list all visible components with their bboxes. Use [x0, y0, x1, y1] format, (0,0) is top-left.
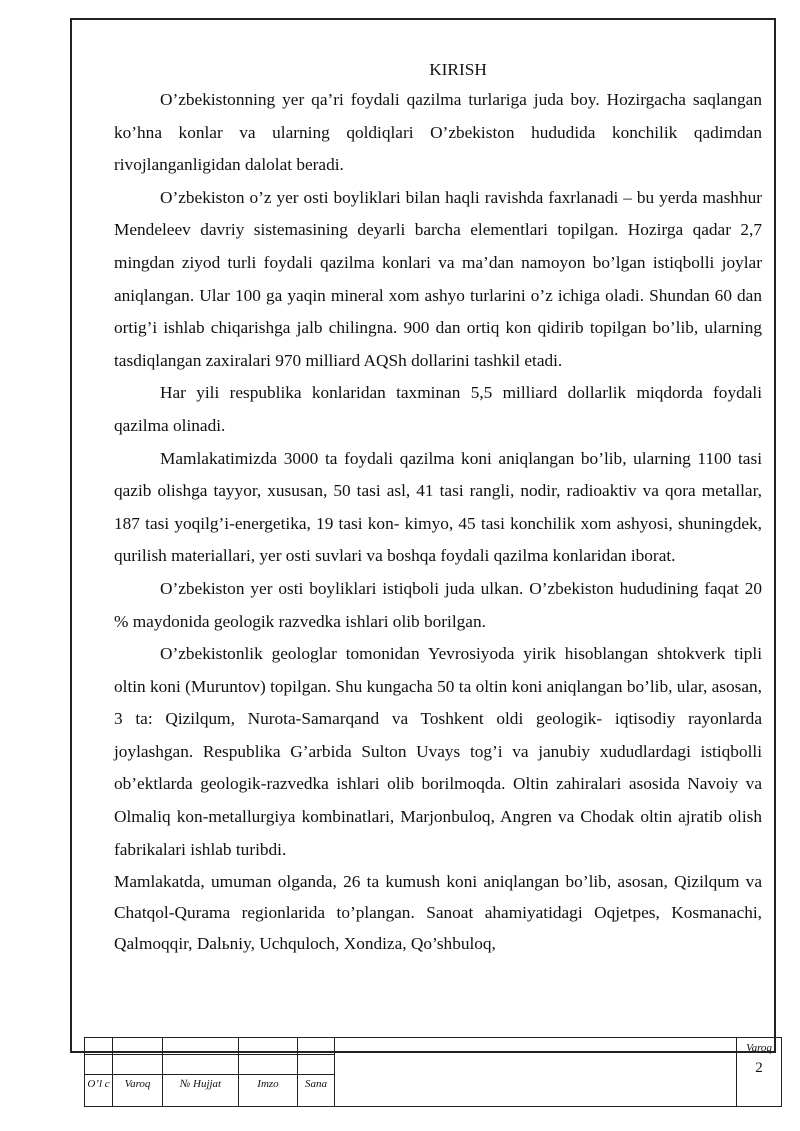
document-body — [114, 56, 762, 959]
stamp-sheet-header: Varoq — [113, 1075, 163, 1106]
paragraph-2: O’zbekiston o’z yer osti boyliklari bilan haqli ravishda faxrlanadi – bu yerda mashhur Mendeleev davriy sistemasining deyarli barcha elementlari topilgan. Hozirga qadar 2,7 mingdan ziyod turli foydali qazilma konlari va ma’dan namoyon bo’lgan istiqbolli joylar aniqlangan. Ular 100 ga yaqin mineral xom ashyo turlarini o’z ichiga oladi. Shundan 60 dan ortig’i ishlab chiqarishga jalb chilingna. 900 dan ortiq kon qidirib topilgan bo’lib, ularning tasdiqlangan zaxiralari 970 milliard AQSh dollarini tashkil etadi. — [114, 187, 762, 370]
stamp-doc-header: № Hujjat — [163, 1075, 239, 1106]
stamp-change-header: O’l c — [85, 1075, 113, 1106]
title-block — [84, 1037, 782, 1107]
paragraph-1: O’zbekistonning yer qa’ri foydali qazilma turlariga juda boy. Hozirgacha saqlangan ko’hna konlar va ularning qoldiqlari O’zbekiston hududida konchilik qadimdan rivojlanganligidan dalolat beradi. — [114, 90, 762, 175]
sheet-label: Varoq — [746, 1042, 772, 1054]
stamp-empty-cell — [239, 1038, 298, 1055]
stamp-date-header: Sana — [298, 1075, 335, 1106]
paragraph-5: O’zbekiston yer osti boyliklari istiqboli juda ulkan. O’zbekiston hududining faqat 20 % maydonida geologik razvedka ishlari olib borilgan. — [114, 578, 762, 631]
stamp-empty-cell — [163, 1055, 239, 1075]
sheet-number: 2 — [755, 1060, 763, 1076]
stamp-sign-header: Imzo — [239, 1075, 298, 1106]
stamp-empty-cell — [85, 1038, 113, 1055]
paragraph-6: O’zbekistonlik geologlar tomonidan Yevrosiyoda yirik hisoblangan shtokverk tipli oltin koni (Muruntov) topilgan. Shu kungacha 50 ta oltin koni aniqlangan bo’lib, ular, asosan, 3 ta: Qizilqum, Nurota-Samarqand va Toshkent oldi geologik- iqtisodiy rayonlarda joylashgan. Respublika G’arbida Sulton Uvays tog’i va janubiy xududlardagi istiqbolli ob’ektlarda geologik-razvedka ishlari olib borilmoqda. Oltin zahiralari asosida Navoiy va Olmaliq kon-metallurgiya kombinatlari, Marjonbuloq, Angren va Chodak oltin ajratib olish fabrikalari ishlab turibdi. — [114, 644, 762, 859]
stamp-empty-cell — [298, 1038, 335, 1055]
stamp-empty-cell — [298, 1055, 335, 1075]
stamp-title-area — [335, 1038, 737, 1106]
stamp-empty-cell — [239, 1055, 298, 1075]
stamp-empty-cell — [163, 1038, 239, 1055]
document-title: KIRISH — [429, 60, 487, 79]
paragraph-7: Mamlakatda, umuman olganda, 26 ta kumush koni aniqlangan bo’lib, asosan, Qizilqum va Chatqol-Qurama regionlarida to’plangan. Sanoat ahamiyatidagi Oqjetpes, Kosmanachi, Qalmoqqir, Dalьniy, Uchquloch, Xondiza, Qo’shbuloq, — [114, 872, 762, 954]
paragraph-3: Har yili respublika konlaridan taxminan 5,5 milliard dollarlik miqdorda foydali qazilma olinadi. — [114, 383, 762, 435]
stamp-empty-cell — [113, 1038, 163, 1055]
stamp-empty-cell — [113, 1055, 163, 1075]
stamp-empty-cell — [85, 1055, 113, 1075]
sheet-number-box — [737, 1038, 781, 1106]
paragraph-4: Mamlakatimizda 3000 ta foydali qazilma koni aniqlangan bo’lib, ularning 1100 tasi qazib olishga tayyor, xususan, 50 tasi asl, 41 tasi rangli, nodir, radioaktiv va qora metallar, 187 tasi yoqilg’i-energetika, 19 tasi kon- kimyo, 45 tasi konchilik xom ashyosi, shuningdek, qurilish materiallari, yer osti suvlari va boshqa foydali qazilma konlaridan iborat. — [114, 448, 762, 566]
